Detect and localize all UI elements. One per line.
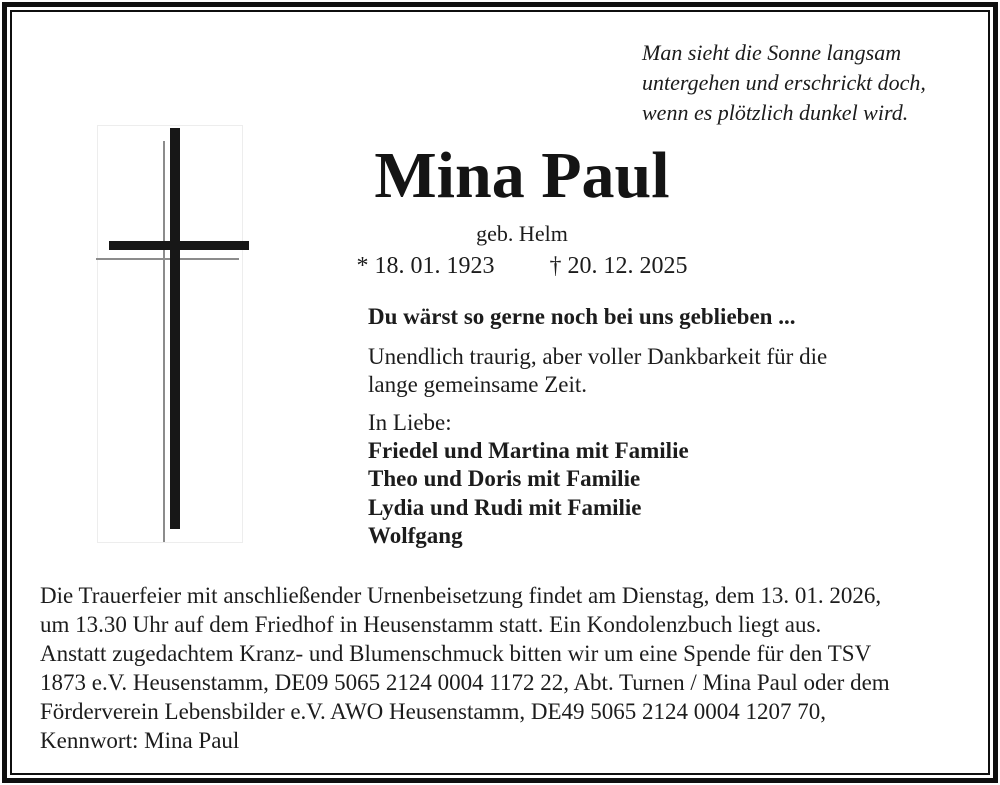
death-date: † 20. 12. 2025 bbox=[549, 253, 688, 279]
mourner-line: Lydia und Rudi mit Familie bbox=[368, 494, 642, 520]
epigraph-line: Man sieht die Sonne langsam bbox=[642, 40, 902, 65]
cross-thin-vertical-line bbox=[163, 141, 165, 542]
epigraph-quote bbox=[642, 38, 926, 128]
funeral-notice-line: Förderverein Lebensbilder e.V. AWO Heusenstamm, DE49 5065 2124 0004 1207 70, bbox=[40, 699, 826, 724]
funeral-notice-line: um 13.30 Uhr auf dem Friedhof in Heusenstamm statt. Ein Kondolenzbuch liegt aus. bbox=[40, 612, 822, 637]
deceased-name: Mina Paul bbox=[374, 139, 670, 212]
birth-date: * 18. 01. 1923 bbox=[356, 253, 495, 279]
mourner-line: Theo und Doris mit Familie bbox=[368, 466, 641, 492]
sorrow-line: Unendlich traurig, aber voller Dankbarkeit für die bbox=[368, 344, 828, 369]
funeral-notice-line: 1873 e.V. Heusenstamm, DE09 5065 2124 0004 1172 22, Abt. Turnen / Mina Paul oder dem bbox=[40, 670, 890, 695]
life-dates bbox=[358, 252, 686, 280]
tribute-closing: In Liebe: bbox=[368, 410, 452, 435]
cross-thin-horizontal-line bbox=[96, 258, 239, 260]
cross-vertical-bar bbox=[170, 128, 180, 529]
epigraph-line: untergehen und erschrickt doch, bbox=[642, 70, 926, 95]
inner-frame-rule bbox=[10, 10, 990, 775]
sorrow-line: lange gemeinsame Zeit. bbox=[368, 372, 588, 397]
outer-frame-rule bbox=[2, 2, 998, 783]
maiden-name: geb. Helm bbox=[476, 221, 568, 246]
tribute-sorrow bbox=[368, 343, 827, 399]
epigraph-line: wenn es plötzlich dunkel wird. bbox=[642, 100, 909, 125]
mourners-list bbox=[368, 437, 689, 551]
tribute-statement: Du wärst so gerne noch bei uns geblieben ... bbox=[368, 304, 796, 329]
memorial-cross-icon bbox=[97, 125, 243, 543]
funeral-notice-line: Die Trauerfeier mit anschließender Urnenbeisetzung findet am Dienstag, dem 13. 01. 2026, bbox=[40, 583, 882, 608]
mourner-line: Friedel und Martina mit Familie bbox=[368, 438, 689, 463]
funeral-notice bbox=[40, 581, 890, 755]
mourner-line: Wolfgang bbox=[368, 523, 463, 549]
cross-horizontal-bar bbox=[109, 241, 249, 250]
obituary-content bbox=[12, 12, 988, 773]
funeral-notice-line: Anstatt zugedachtem Kranz- und Blumenschmuck bitten wir um eine Spende für den TSV bbox=[40, 641, 872, 666]
funeral-notice-line: Kennwort: Mina Paul bbox=[40, 728, 240, 753]
